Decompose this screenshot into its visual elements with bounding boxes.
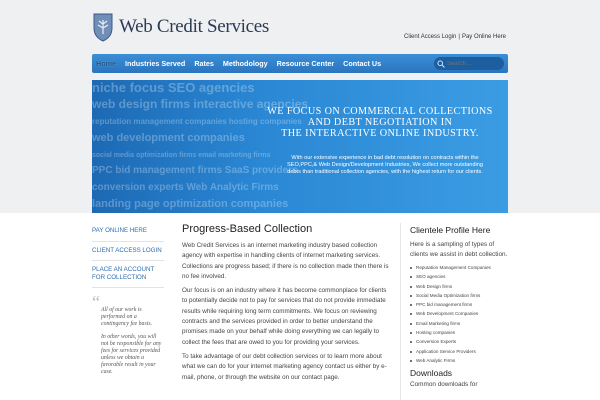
search-icon[interactable] xyxy=(437,60,445,68)
quote-paragraph: In other words, you will not be responsible for any fees for services provided unless we obtain a favorable result in your case. xyxy=(101,334,162,375)
nav-contact-us[interactable]: Contact Us xyxy=(343,59,382,68)
hero-headline-line: WE FOCUS ON COMMERCIAL COLLECTIONS xyxy=(267,106,493,117)
client-access-sidebar-link[interactable]: CLIENT ACCESS LOGIN xyxy=(92,247,164,262)
clientele-intro: Here is a sampling of types of clients we assist in debt collection. xyxy=(410,241,508,258)
main-paragraph: Web Credit Services is an internet marketing industry based collection agency with expertise in handling clients of internet marketing services. Collections are progress based; if there is no collection made then there is no fee involved. xyxy=(182,242,389,280)
site-header xyxy=(0,0,600,55)
nav-resource-center[interactable]: Resource Center xyxy=(276,59,335,68)
hero-word: social media optimization firms email marketing firms xyxy=(92,152,271,159)
shield-tree-icon xyxy=(92,12,114,42)
hero-word: niche focus SEO agencies xyxy=(92,80,255,95)
list-item: Web Design firms xyxy=(410,282,508,291)
quote-paragraph: All of our work is performed on a contingency fee basis. xyxy=(101,307,153,327)
main-content xyxy=(182,223,392,387)
place-account-sidebar-link[interactable]: PLACE AN ACCOUNT FOR COLLECTION xyxy=(92,266,164,288)
hero-word: conversion experts Web Analytic Firms xyxy=(92,182,279,193)
hero-word: reputation management companies hosting companies xyxy=(92,117,302,126)
nav-industries-served[interactable]: Industries Served xyxy=(124,59,186,68)
sidebar-links xyxy=(92,227,164,293)
list-item: Reputation Management Companies xyxy=(410,263,508,272)
nav-rates[interactable]: Rates xyxy=(194,59,214,68)
client-access-login-link[interactable]: Client Access Login xyxy=(404,34,457,40)
clientele-list xyxy=(410,263,508,365)
content-area xyxy=(0,213,600,400)
list-item: Conversion Experts xyxy=(410,337,508,346)
downloads-title: Downloads xyxy=(410,368,453,379)
pay-online-link[interactable]: Pay Online Here xyxy=(461,34,506,40)
nav-home[interactable]: Home xyxy=(96,59,116,68)
hero-body-text: With our extensive experience in bad debt resolution on contracts within the SEO,PPC,& Web Design/Development Industries, We collect more outstanding debts than traditional collection agencies, with the highest return for our clients. xyxy=(287,155,483,175)
hero-word: landing page optimization companies xyxy=(92,198,289,210)
main-nav xyxy=(92,54,508,73)
list-item: Hosting companies xyxy=(410,328,508,337)
logo-text: Web Credit Services xyxy=(119,16,270,37)
list-item: PPC bid management firms xyxy=(410,300,508,309)
site-logo[interactable] xyxy=(92,12,269,42)
hero-headline-line: AND DEBT NEGOTIATION IN xyxy=(307,117,453,128)
list-item: Application Service Providers xyxy=(410,347,508,356)
downloads-text: Common downloads for xyxy=(410,381,478,389)
nav-methodology[interactable]: Methodology xyxy=(222,59,268,68)
clientele-title: Clientele Profile Here xyxy=(410,225,491,235)
main-paragraph: To take advantage of our debt collection services or to learn more about what we can do for your internet marketing agency contact us either by e-mail, phone, or through the website on our contact page. xyxy=(182,352,387,381)
hero-word: PPC bid management firms SaaS providers xyxy=(92,165,298,176)
quote-text xyxy=(92,307,164,376)
contingency-quote xyxy=(92,292,164,382)
search-input[interactable] xyxy=(447,61,502,67)
quote-icon: “ xyxy=(92,292,100,312)
list-item: Web Analytic Firms xyxy=(410,356,508,365)
pay-online-sidebar-link[interactable]: PAY ONLINE HERE xyxy=(92,227,164,242)
list-item: SEO agencies xyxy=(410,272,508,281)
hero-word: web development companies xyxy=(92,132,245,144)
hero-headline-line: THE INTERACTIVE ONLINE INDUSTRY. xyxy=(281,128,479,139)
list-item: Social Media Optimization firms xyxy=(410,291,508,300)
hero-word: web design firms interactive agencies xyxy=(92,97,309,111)
search-box xyxy=(434,57,504,70)
list-item: Email Marketing firms xyxy=(410,319,508,328)
column-divider xyxy=(400,223,401,400)
hero-headline xyxy=(260,106,500,139)
list-item: Web Development Companies xyxy=(410,309,508,318)
top-links xyxy=(403,34,507,40)
hero-keyword-collage xyxy=(92,80,309,213)
page-title: Progress-Based Collection xyxy=(182,223,313,235)
main-paragraph: Our focus is on an industry where it has become commonplace for clients to potentially decide not to pay for services that do not provide immediate results while requiring long term commitments. We focus on reviewing contracts and the services provided in order to better understand the promises made on your behalf while doing everything we can legally to collect the fees that are owed to you for providing your services. xyxy=(182,287,387,346)
top-links-separator: | xyxy=(458,34,460,40)
clientele-sidebar xyxy=(410,225,508,388)
hero-banner xyxy=(92,80,508,213)
